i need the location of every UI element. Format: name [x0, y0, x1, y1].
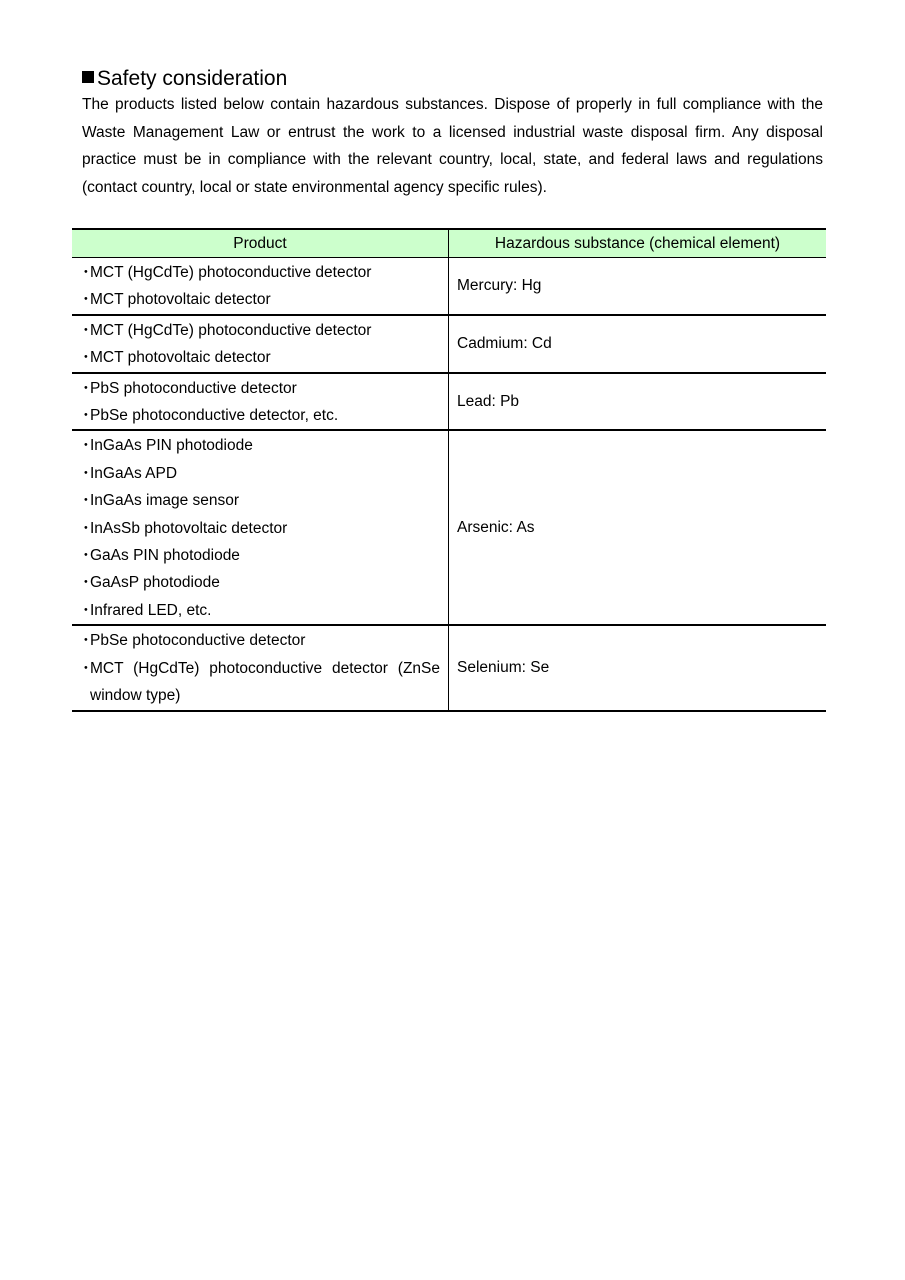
product-name: InAsSb photovoltaic detector [90, 519, 288, 537]
product-name: InGaAs PIN photodiode [90, 437, 253, 455]
product-item [82, 542, 440, 569]
product-name: GaAsP photodiode [90, 574, 220, 592]
bullet-dot: ･ [82, 659, 90, 677]
bullet-dot: ･ [82, 407, 90, 425]
table-row [72, 430, 826, 625]
product-item [82, 515, 440, 542]
bullet-dot: ･ [82, 437, 90, 455]
substance-cell: Selenium: Se [449, 625, 827, 710]
table-body [72, 258, 826, 711]
product-name: PbSe photoconductive detector [90, 632, 306, 650]
product-item [82, 655, 440, 710]
bullet-dot: ･ [82, 519, 90, 537]
bullet-dot: ･ [82, 492, 90, 510]
bullet-dot: ･ [82, 601, 90, 619]
bullet-dot: ･ [82, 291, 90, 309]
bullet-dot: ･ [82, 321, 90, 339]
table-row [72, 258, 826, 315]
section-heading [82, 66, 287, 92]
product-item [82, 487, 440, 514]
product-name: MCT photovoltaic detector [90, 349, 271, 367]
product-cell [72, 315, 449, 373]
product-item [82, 627, 440, 654]
substance-cell: Mercury: Hg [449, 258, 827, 315]
section-title: Safety consideration [97, 67, 288, 90]
product-item [82, 317, 440, 344]
product-item [82, 460, 440, 487]
product-item [82, 344, 440, 371]
product-name: PbSe photoconductive detector, etc. [90, 407, 339, 425]
product-item [82, 432, 440, 459]
product-item [82, 375, 440, 402]
product-item [82, 402, 440, 429]
square-bullet-icon [82, 71, 94, 83]
product-item [82, 597, 440, 624]
product-cell [72, 258, 449, 315]
product-name: MCT photovoltaic detector [90, 291, 271, 309]
product-item [82, 286, 440, 313]
product-name: InGaAs APD [90, 464, 178, 482]
bullet-dot: ･ [82, 464, 90, 482]
product-item [82, 569, 440, 596]
table-row [72, 625, 826, 710]
substance-cell: Arsenic: As [449, 430, 827, 625]
intro-paragraph: The products listed below contain hazardous substances. Dispose of properly in full compliance with the Waste Management Law or entrust the work to a licensed industrial waste disposal firm. Any disposal practice must be in compliance with the relevant country, local, state, and federal laws and regulations (contact country, local or state environmental agency specific rules). [82, 96, 823, 196]
bullet-dot: ･ [82, 264, 90, 281]
product-name: InGaAs image sensor [90, 492, 240, 510]
product-cell [72, 625, 449, 710]
bullet-dot: ･ [82, 574, 90, 592]
substance-cell: Cadmium: Cd [449, 315, 827, 373]
product-name: GaAs PIN photodiode [90, 547, 240, 565]
product-cell [72, 373, 449, 431]
substance-cell: Lead: Pb [449, 373, 827, 431]
product-name: Infrared LED, etc. [90, 601, 212, 619]
bullet-dot: ･ [82, 349, 90, 367]
product-name: PbS photoconductive detector [90, 379, 297, 397]
product-item [82, 259, 440, 286]
product-name: MCT (HgCdTe) photoconductive detector [90, 321, 372, 339]
product-name: MCT (HgCdTe) photoconductive detector (ZnSe window type) [90, 659, 440, 705]
bullet-dot: ･ [82, 547, 90, 565]
hazardous-substance-table [72, 228, 826, 712]
bullet-dot: ･ [82, 379, 90, 397]
table-header-row [72, 229, 826, 258]
product-cell [72, 430, 449, 625]
header-substance: Hazardous substance (chemical element) [449, 229, 827, 258]
bullet-dot: ･ [82, 632, 90, 650]
table-row [72, 373, 826, 431]
header-product: Product [72, 229, 449, 258]
product-name: MCT (HgCdTe) photoconductive detector [90, 264, 372, 281]
table-row [72, 315, 826, 373]
